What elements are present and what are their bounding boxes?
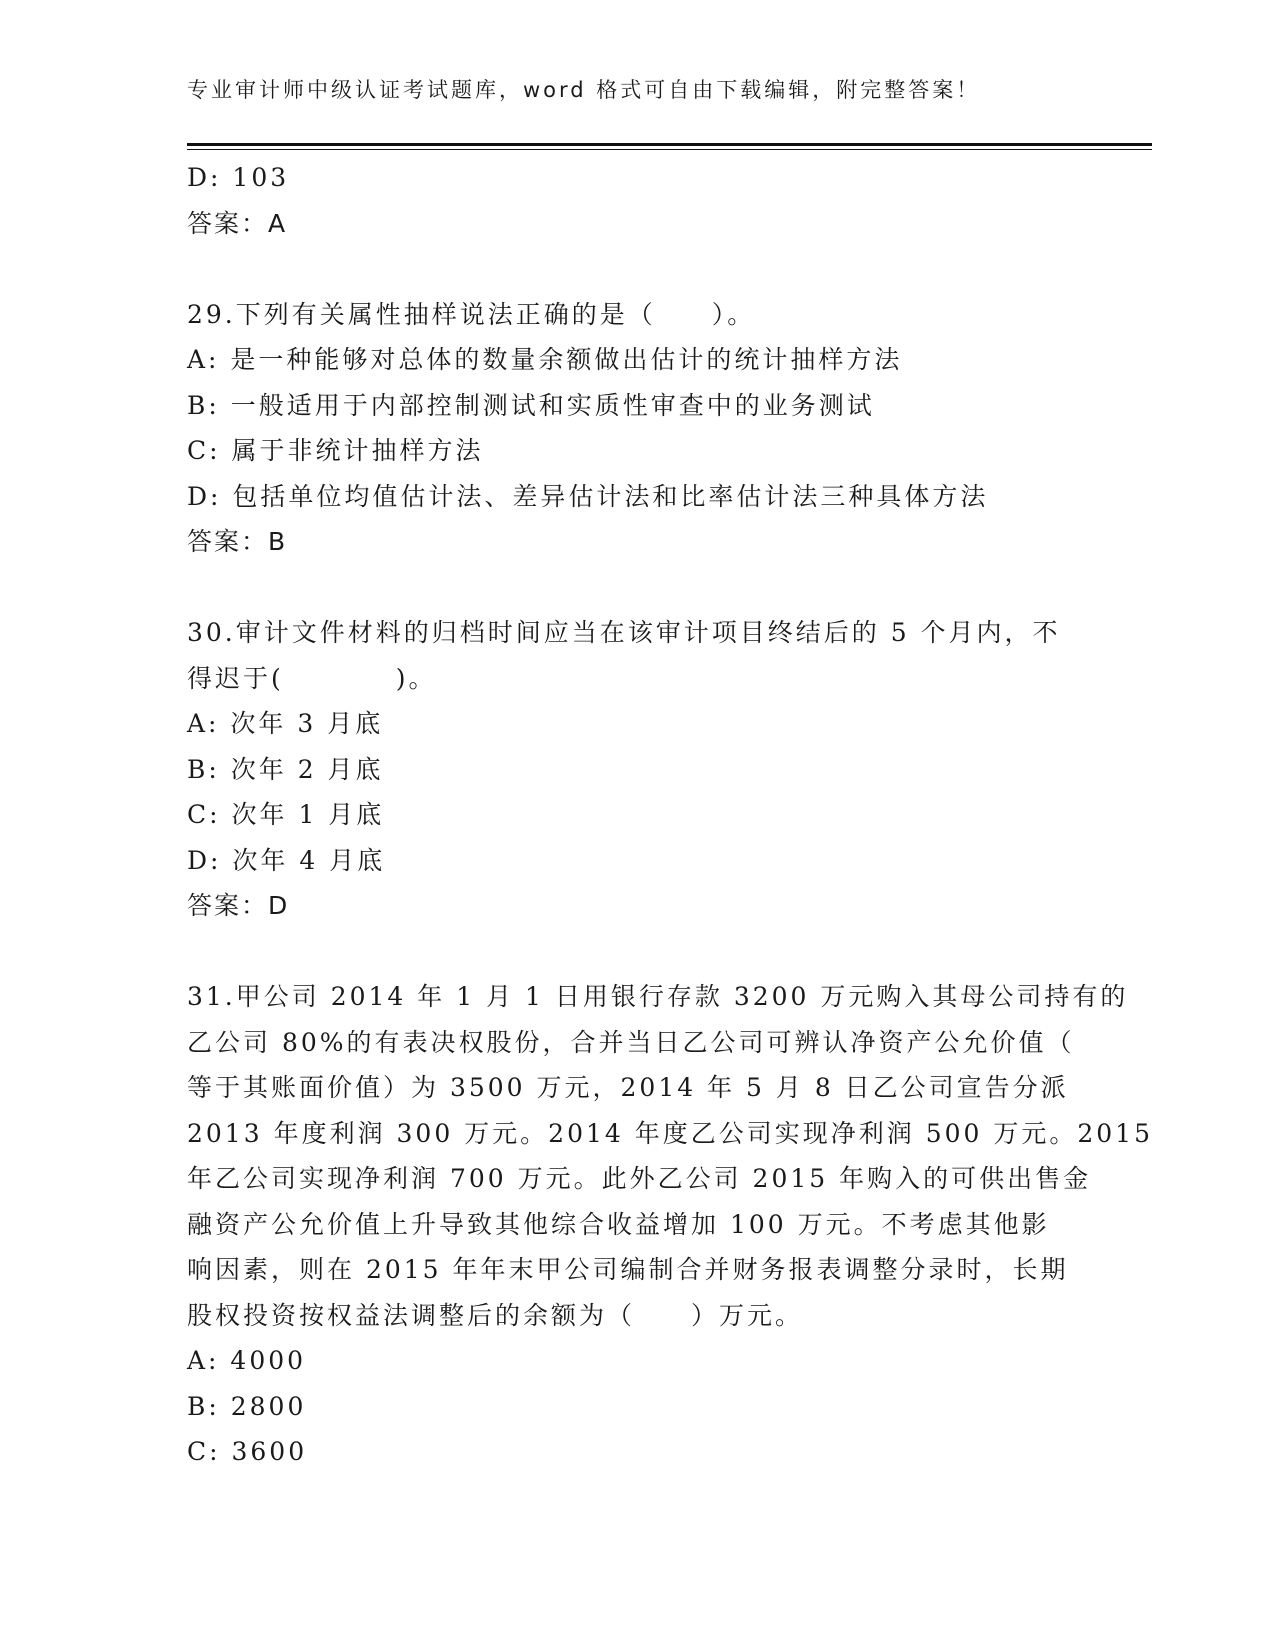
q31-option-c: C: 3600 bbox=[187, 1437, 308, 1466]
q29-stem: 29.下列有关属性抽样说法正确的是（ ）。 bbox=[187, 299, 756, 329]
q31-stem-line-8: 股权投资按权益法调整后的余额为（ ）万元。 bbox=[187, 1300, 804, 1330]
q31-stem-line-1: 31.甲公司 2014 年 1 月 1 日用银行存款 3200 万元购入其母公司持有的 bbox=[187, 982, 1129, 1011]
header-rule-thick bbox=[187, 143, 1152, 146]
spacer bbox=[187, 929, 1087, 975]
prev-answer: 答案：A bbox=[187, 208, 288, 238]
q31-stem-line-3: 等于其账面价值）为 3500 万元，2014 年 5 月 8 日乙公司宣告分派 bbox=[187, 1073, 1069, 1102]
q30-option-d: D: 次年 4 月底 bbox=[187, 845, 386, 875]
q30-option-b: B: 次年 2 月底 bbox=[187, 754, 384, 784]
q30-option-a: A: 次年 3 月底 bbox=[187, 709, 384, 738]
q30-answer: 答案：D bbox=[187, 891, 290, 920]
page-header: 专业审计师中级认证考试题库，word 格式可自由下载编辑，附完整答案！ bbox=[187, 78, 981, 102]
q31-stem-line-6: 融资产公允价值上升导致其他综合收益增加 100 万元。不考虑其他影 bbox=[187, 1209, 1050, 1239]
q30-stem-line-1: 30.审计文件材料的归档时间应当在该审计项目终结后的 5 个月内，不 bbox=[187, 618, 1061, 647]
q29-option-b: B: 一般适用于内部控制测试和实质性审查中的业务测试 bbox=[187, 390, 875, 420]
header-rule-thin bbox=[187, 149, 1152, 150]
question-content bbox=[187, 155, 1153, 1475]
q31-stem-line-5: 年乙公司实现净利润 700 万元。此外乙公司 2015 年购入的可供出售金 bbox=[187, 1164, 1092, 1193]
q31-stem-line-2: 乙公司 80%的有表决权股份，合并当日乙公司可辨认净资产公允价值（ bbox=[187, 1027, 1075, 1057]
prev-option-d: D: 103 bbox=[187, 163, 290, 192]
q31-option-b: B: 2800 bbox=[187, 1391, 307, 1421]
q30-option-c: C: 次年 1 月底 bbox=[187, 800, 385, 829]
q31-option-a: A: 4000 bbox=[187, 1346, 307, 1375]
q29-option-c: C: 属于非统计抽样方法 bbox=[187, 436, 484, 465]
q30-stem-line-2: 得迟于( )。 bbox=[187, 663, 437, 693]
q29-option-d: D: 包括单位均值估计法、差异估计法和比率估计法三种具体方法 bbox=[187, 481, 989, 511]
q29-option-a: A: 是一种能够对总体的数量余额做出估计的统计抽样方法 bbox=[187, 345, 903, 374]
q29-answer: 答案：B bbox=[187, 527, 288, 556]
q31-stem-line-7: 响因素，则在 2015 年年末甲公司编制合并财务报表调整分录时，长期 bbox=[187, 1255, 1069, 1284]
q31-stem-line-4: 2013 年度利润 300 万元。2014 年度乙公司实现净利润 500 万元。2015 bbox=[187, 1118, 1153, 1148]
spacer bbox=[187, 565, 1087, 611]
spacer bbox=[187, 246, 1087, 292]
